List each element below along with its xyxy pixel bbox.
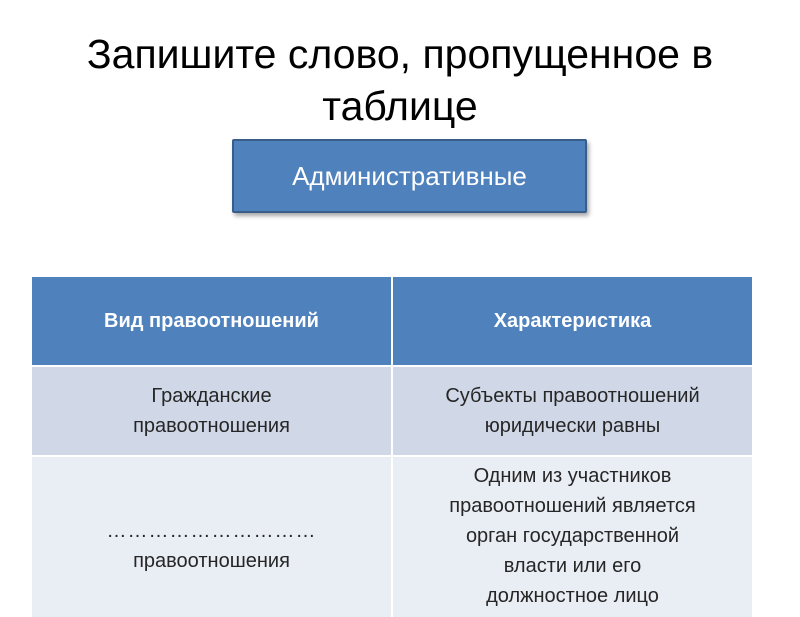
table-row: [32, 366, 752, 456]
cell-text-line: орган государственной: [465, 525, 680, 547]
table-header-row: [32, 277, 752, 366]
cell-text-line: власти или его: [503, 555, 642, 577]
title-line-1: Запишите слово, пропущенное в: [86, 31, 714, 77]
cell-text-line: Гражданские: [151, 385, 272, 407]
cell-text-line: правоотношения: [133, 415, 290, 437]
slide-title: [40, 28, 760, 132]
blank-placeholder: …………………………: [106, 520, 317, 542]
header-relation-type: Вид правоотношений: [32, 277, 392, 366]
cell-text-line: Субъекты правоотношений: [445, 385, 700, 407]
relations-table-container: [32, 277, 752, 617]
cell-text-line: правоотношений является: [449, 495, 696, 517]
cell-text-line: юридически равны: [484, 415, 661, 437]
cell-text-line: правоотношения: [133, 550, 290, 572]
relations-table: [32, 277, 752, 617]
title-line-2: таблице: [322, 83, 478, 129]
answer-text: Административные: [292, 160, 527, 191]
cell-relation-type-blank: [32, 456, 392, 617]
cell-characteristic: [392, 456, 752, 617]
table-row: [32, 456, 752, 617]
cell-characteristic: [392, 366, 752, 456]
cell-relation-type: [32, 366, 392, 456]
cell-text-line: Одним из участников: [473, 465, 672, 487]
answer-box: [232, 139, 587, 213]
cell-text-line: должностное лицо: [486, 585, 659, 607]
header-characteristic: Характеристика: [392, 277, 752, 366]
